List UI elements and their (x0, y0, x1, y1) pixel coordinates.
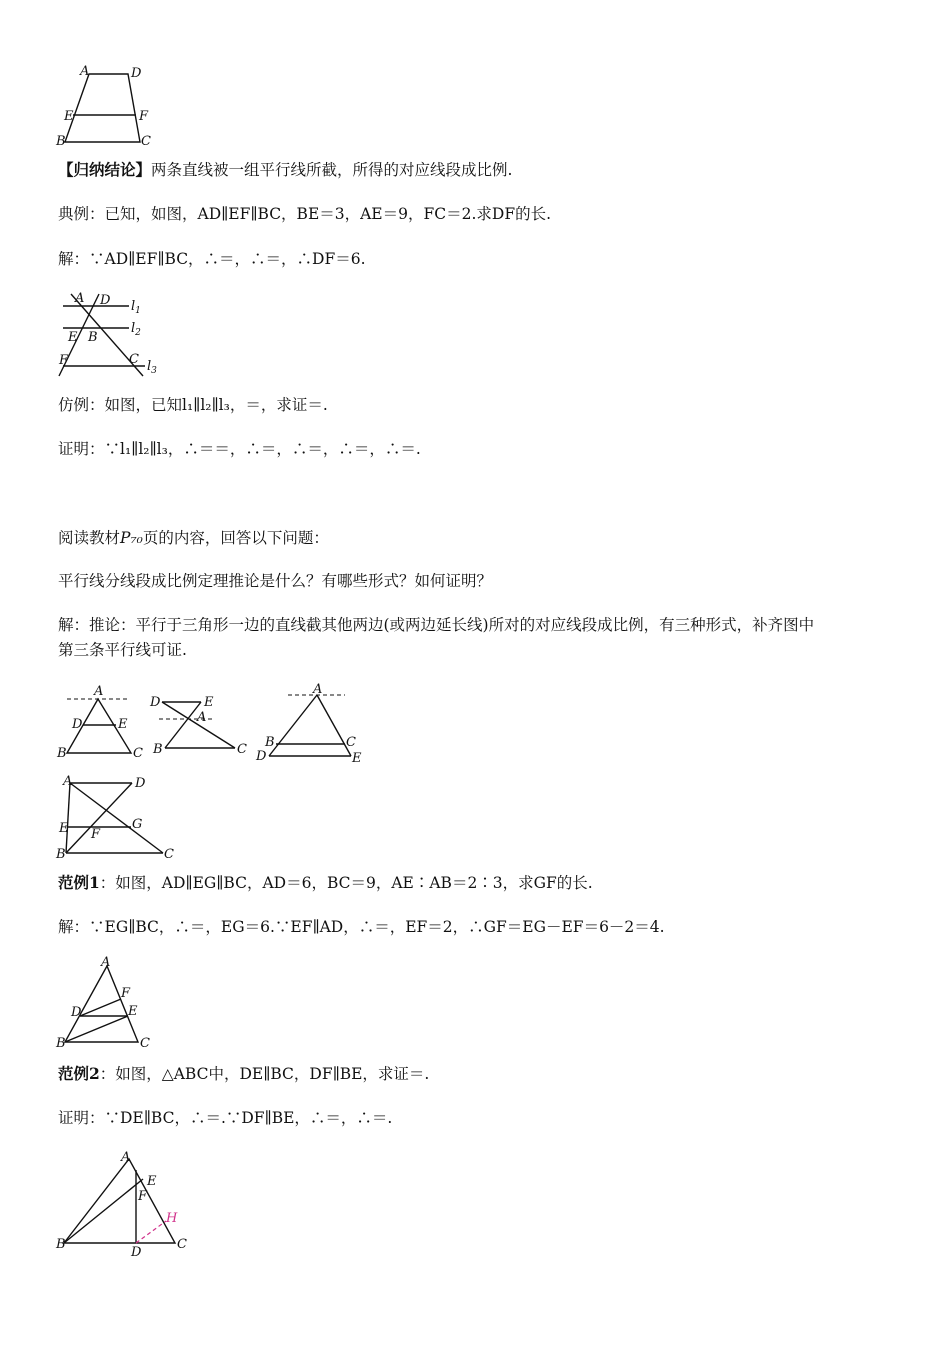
label-e-1: E (118, 717, 128, 732)
sample2-proof-svg (55, 1148, 195, 1263)
label-a: A (80, 64, 90, 79)
sample1-label: 范例1 (58, 873, 100, 892)
sample1-svg (55, 772, 185, 862)
label-c: C (141, 134, 151, 149)
label-e-2: E (204, 695, 214, 710)
label-e-3: E (352, 751, 362, 766)
db-diagonal (66, 783, 132, 853)
sample2-svg (55, 955, 165, 1053)
df-segment (80, 999, 121, 1016)
label-d: D (100, 293, 111, 308)
label-f: F (139, 109, 149, 124)
label-c: C (129, 352, 139, 367)
sample2-proof: 证明：∵DE∥BC，∴＝.∵DF∥BE，∴＝，∴＝. (58, 1109, 393, 1127)
label-b: B (88, 330, 98, 345)
example-paragraph: 典例：已知，如图，AD∥EF∥BC，BE＝3，AE＝9，FC＝2.求DF的长. (58, 205, 551, 223)
label-b-2: B (153, 742, 163, 757)
label-b: B (56, 1237, 66, 1252)
label-f: F (91, 827, 101, 842)
label-f: F (59, 353, 69, 368)
sample1-paragraph (58, 871, 593, 895)
label-l1: $l_1$ (131, 299, 141, 316)
dh-dashed-segment (136, 1221, 166, 1243)
trapezoid-svg (55, 62, 165, 152)
sample2-paragraph (58, 1062, 429, 1086)
reading-prefix: 阅读教材 (58, 529, 121, 547)
label-e: E (59, 821, 69, 836)
label-d-3: D (256, 749, 267, 764)
label-a: A (121, 1150, 131, 1165)
label-d: D (131, 66, 142, 81)
label-c: C (177, 1237, 187, 1252)
label-c: C (140, 1036, 150, 1051)
label-b: B (56, 134, 66, 149)
imitation-paragraph: 仿例：如图，已知l₁∥l₂∥l₃，＝，求证＝. (58, 396, 328, 414)
label-c-3: C (346, 735, 356, 750)
label-e: E (68, 330, 78, 345)
reading-suffix: 页的内容，回答以下问题： (142, 529, 329, 547)
sample1-figure (55, 772, 185, 862)
reading-paragraph (58, 526, 329, 550)
label-c-1: C (133, 746, 143, 761)
trapezoid-shape (65, 74, 140, 142)
label-c: C (164, 847, 174, 862)
question-paragraph: 平行线分线段成比例定理推论是什么？有哪些形式？如何证明？ (58, 572, 493, 590)
sample2-figure (55, 955, 165, 1053)
e-to-b-line (165, 702, 201, 748)
sample2-proof-figure (55, 1148, 195, 1263)
sample2-label: 范例2 (58, 1064, 100, 1083)
label-d-1: D (72, 717, 83, 732)
reading-page: P₇₀ (120, 529, 143, 547)
label-f: F (121, 986, 131, 1001)
label-d: D (71, 1005, 82, 1020)
ac-diagonal (70, 783, 163, 853)
label-e: E (64, 109, 74, 124)
sample1-solution: 解：∵EG∥BC，∴＝，EG＝6.∵EF∥AD，∴＝，EF＝2，∴GF＝EG－EF＝6－2＝4. (58, 918, 665, 936)
label-d-2: D (150, 695, 161, 710)
label-e: E (147, 1174, 157, 1189)
a-to-d-line (269, 695, 317, 756)
conclusion-paragraph (58, 158, 512, 182)
sample1-text: ：如图，AD∥EG∥BC，AD＝6，BC＝9，AE∶AB＝2∶3，求GF的长. (99, 874, 593, 892)
label-b: B (56, 847, 66, 862)
label-f: F (138, 1189, 148, 1204)
imitation-proof: 证明：∵l₁∥l₂∥l₃，∴＝＝，∴＝，∴＝，∴＝，∴＝. (58, 440, 421, 458)
label-e: E (128, 1004, 138, 1019)
label-h: H (166, 1211, 178, 1226)
d-to-c-line (162, 702, 235, 748)
answer-line-1: 解：推论：平行于三角形一边的直线截其他两边(或两边延长线)所对的对应线段成比例，有三种形式，补齐图中 (58, 616, 815, 634)
label-b-1: B (57, 746, 67, 761)
label-l3: $l_3$ (147, 359, 157, 376)
label-g: G (132, 817, 143, 832)
label-a-2: A (197, 710, 207, 725)
conclusion-tag: 【归纳结论】 (58, 160, 152, 179)
label-b-3: B (265, 735, 275, 750)
three-forms-svg (55, 683, 375, 768)
label-b: B (56, 1036, 66, 1051)
be-segment (64, 1179, 143, 1243)
label-a-3: A (313, 682, 323, 697)
sample2-text: ：如图，△ABC中，DE∥BC，DF∥BE，求证＝. (99, 1065, 430, 1083)
label-a-1: A (94, 684, 104, 699)
label-a: A (63, 774, 73, 789)
label-d: D (135, 776, 146, 791)
label-c-2: C (237, 742, 247, 757)
three-forms-figure (55, 683, 375, 768)
label-l2: $l_2$ (131, 321, 141, 338)
conclusion-text: 两条直线被一组平行线所截，所得的对应线段成比例. (151, 161, 513, 179)
label-d: D (131, 1245, 142, 1260)
label-a: A (75, 291, 85, 306)
trapezoid-figure (55, 62, 165, 152)
ab-segment (66, 783, 70, 853)
label-a: A (101, 955, 111, 970)
parallel-lines-svg (55, 290, 165, 380)
answer-line-2: 第三条平行线可证. (58, 641, 187, 659)
example-solution: 解：∵AD∥EF∥BC，∴＝，∴＝，∴DF＝6. (58, 250, 366, 268)
parallel-lines-figure (55, 290, 165, 380)
